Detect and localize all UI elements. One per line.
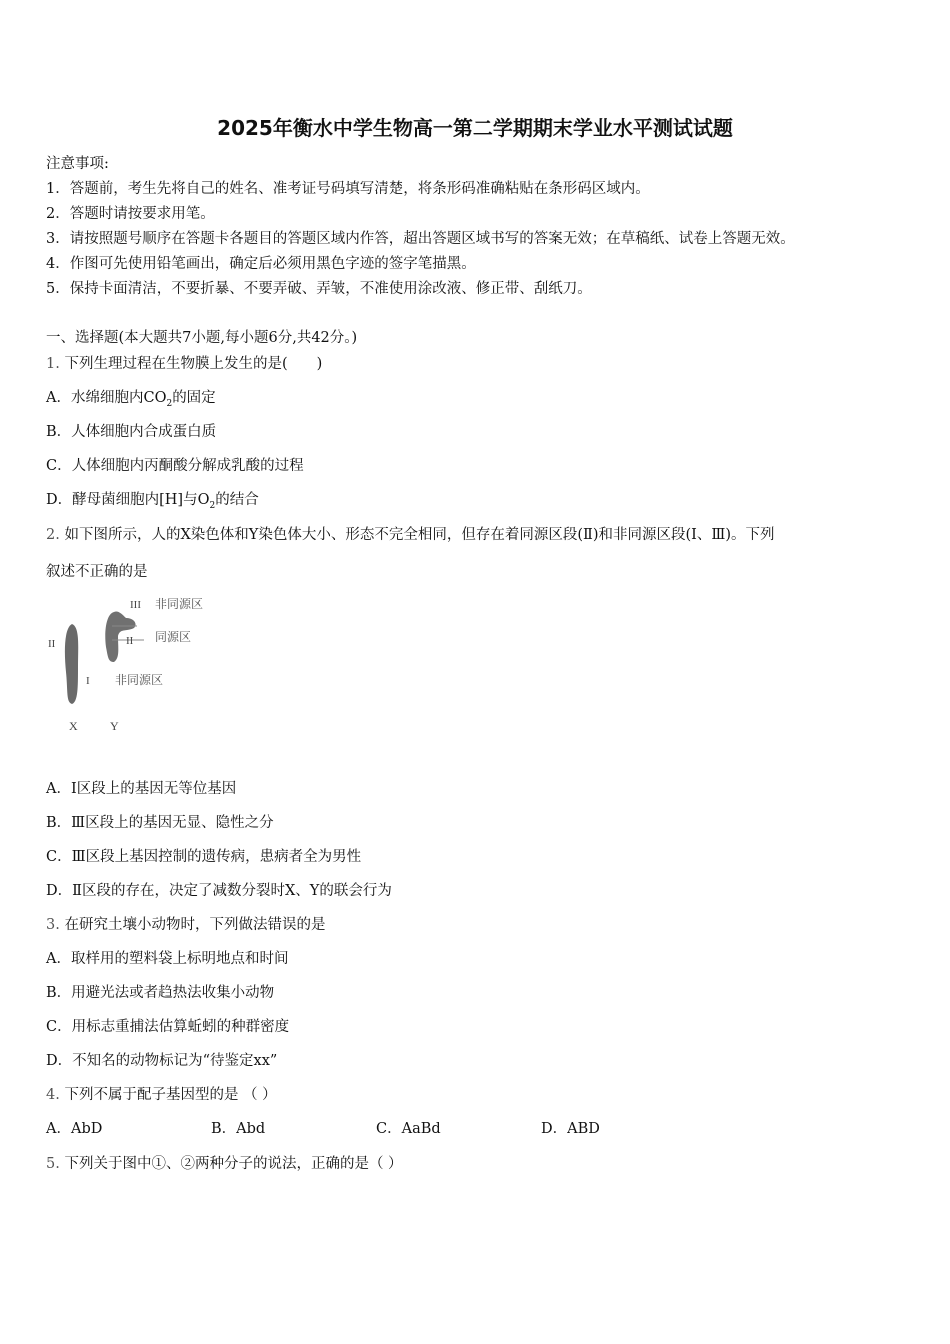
q4-option-d: D．ABD [541,1121,600,1137]
text-i: 非同源区 [115,673,164,687]
q4-option-b: B．Abd [211,1121,266,1137]
q4-options [46,1117,706,1138]
text-iii: 非同源区 [155,597,204,611]
q2-option-d: D．Ⅱ区段的存在，决定了减数分裂时X、Y的联会行为 [46,883,392,899]
section-heading: 一、选择题(本大题共7小题,每小题6分,共42分。) [46,330,358,346]
label-i: I [86,675,90,687]
question-number: 4. [46,1087,60,1103]
question-number: 2. [46,527,60,543]
q4-option-c: C．AaBd [376,1121,441,1137]
label-ii-left: II [48,638,56,650]
xy-chromosome-figure [42,592,232,742]
question-3 [46,913,325,934]
notice-item-1: 1．答题前，考生先将自己的姓名、准考证号码填写清楚，将条形码准确粘贴在条形码区域内。 [46,181,650,197]
q1-option-c: C．人体细胞内丙酮酸分解成乳酸的过程 [46,458,304,474]
question-stem: 在研究土壤小动物时，下列做法错误的是 [64,917,326,933]
question-stem: 下列生理过程在生物膜上发生的是( ) [64,356,323,372]
q2-option-b: B．Ⅲ区段上的基因无显、隐性之分 [46,815,274,831]
question-number: 5. [46,1156,60,1172]
notice-heading: 注意事项: [46,156,109,172]
question-4 [46,1083,277,1104]
notice-item-2: 2．答题时请按要求用笔。 [46,206,215,222]
q2-option-a: A．Ⅰ区段上的基因无等位基因 [46,781,237,797]
label-y: Y [110,719,119,733]
question-1 [46,352,322,373]
q4-option-a: A．AbD [46,1121,103,1137]
q3-option-a: A．取样用的塑料袋上标明地点和时间 [46,951,289,967]
question-stem: 如下图所示，人的X染色体和Y染色体大小、形态不完全相同，但存在着同源区段(Ⅱ)和非同源区段(Ⅰ、Ⅲ)。下列 [64,527,775,543]
q1-option-a: A．水绵细胞内$CO_2$的固定 [46,390,216,409]
x-chromosome [65,624,78,704]
question-stem: 下列关于图中①、②两种分子的说法，正确的是（ ） [64,1156,403,1172]
text-ii: 同源区 [155,630,192,644]
question-2 [46,523,775,544]
label-x: X [69,719,78,733]
q2-option-c: C．Ⅲ区段上基因控制的遗传病，患病者全为男性 [46,849,362,865]
q3-option-c: C．用标志重捕法估算蚯蚓的种群密度 [46,1019,290,1035]
question-number: 1. [46,356,60,372]
page-title: 2025年衡水中学生物高一第二学期期末学业水平测试试题 [217,116,733,140]
q3-option-b: B．用避光法或者趋热法收集小动物 [46,985,275,1001]
question-5 [46,1152,403,1173]
question-stem: 下列不属于配子基因型的是 （ ） [64,1087,277,1103]
notice-item-4: 4．作图可先使用铅笔画出，确定后必须用黑色字迹的签字笔描黑。 [46,256,476,272]
notice-item-5: 5．保持卡面清洁，不要折暴、不要弄破、弄皱，不准使用涂改液、修正带、刮纸刀。 [46,281,592,297]
label-iii: III [130,599,141,611]
notice-item-3: 3．请按照题号顺序在答题卡各题目的答题区域内作答，超出答题区域书写的答案无效；在草稿纸、试卷上答题无效。 [46,231,795,247]
q1-option-b: B．人体细胞内合成蛋白质 [46,424,217,440]
q3-option-d: D．不知名的动物标记为“待鉴定xx” [46,1053,278,1069]
label-ii-right: II [126,635,134,647]
question-2-stem-cont: 叙述不正确的是 [46,564,148,580]
question-number: 3. [46,917,60,933]
q1-option-d: D．酵母菌细胞内[H]与$O_2$的结合 [46,492,259,511]
